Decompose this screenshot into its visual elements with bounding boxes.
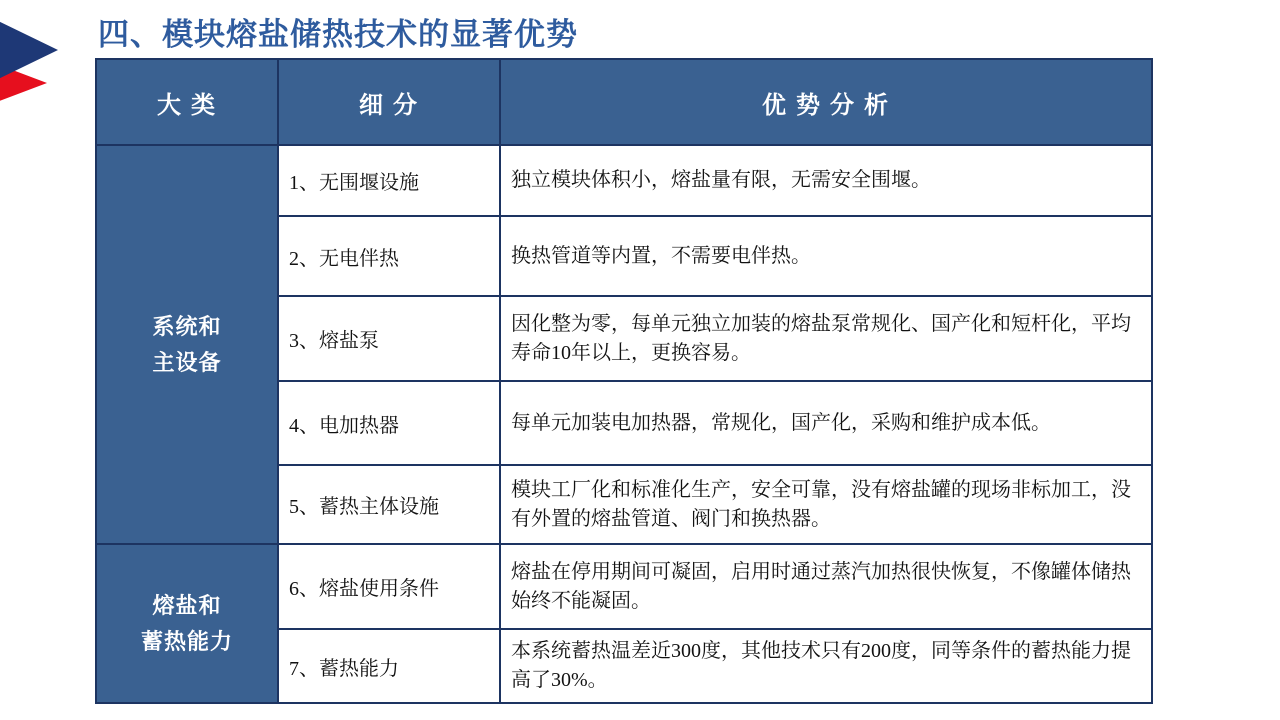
- analysis-cell: 换热管道等内置，不需要电伴热。: [500, 216, 1152, 296]
- category-line: 系统和: [152, 314, 222, 340]
- subdivision-cell: 1、无围堰设施: [278, 145, 500, 216]
- category-line: 蓄热能力: [140, 628, 233, 654]
- analysis-cell: 模块工厂化和标准化生产，安全可靠，没有熔盐罐的现场非标加工，没有外置的熔盐管道、阀门和换热器。: [500, 465, 1152, 544]
- subdivision-cell: 3、熔盐泵: [278, 296, 500, 381]
- analysis-cell: 独立模块体积小，熔盐量有限，无需安全围堰。: [500, 145, 1152, 216]
- header-category: 大 类: [96, 59, 278, 145]
- category-line: 主设备: [152, 349, 222, 375]
- category-cell-system-and-equipment: [96, 145, 278, 544]
- category-cell-molten-salt-and-capacity: [96, 544, 278, 703]
- header-subdivision: 细 分: [278, 59, 500, 145]
- analysis-cell: 每单元加装电加热器，常规化，国产化，采购和维护成本低。: [500, 381, 1152, 465]
- subdivision-cell: 2、无电伴热: [278, 216, 500, 296]
- subdivision-cell: 5、蓄热主体设施: [278, 465, 500, 544]
- analysis-cell: 熔盐在停用期间可凝固，启用时通过蒸汽加热很快恢复，不像罐体储热始终不能凝固。: [500, 544, 1152, 629]
- table-header-row: [96, 59, 1152, 145]
- subdivision-cell: 7、蓄热能力: [278, 629, 500, 703]
- table-row: [96, 544, 1152, 629]
- header-advantage-analysis: 优 势 分 析: [500, 59, 1152, 145]
- table-row: [96, 145, 1152, 216]
- subdivision-cell: 4、电加热器: [278, 381, 500, 465]
- advantages-table: [95, 58, 1153, 704]
- category-line: 熔盐和: [152, 593, 222, 619]
- slide-corner-arrow-icon: [0, 0, 70, 125]
- page-title: 四、模块熔盐储热技术的显著优势: [98, 17, 578, 52]
- analysis-cell: 因化整为零，每单元独立加装的熔盐泵常规化、国产化和短杆化，平均寿命10年以上，更换容易。: [500, 296, 1152, 381]
- analysis-cell: 本系统蓄热温差近300度，其他技术只有200度，同等条件的蓄热能力提高了30%。: [500, 629, 1152, 703]
- subdivision-cell: 6、熔盐使用条件: [278, 544, 500, 629]
